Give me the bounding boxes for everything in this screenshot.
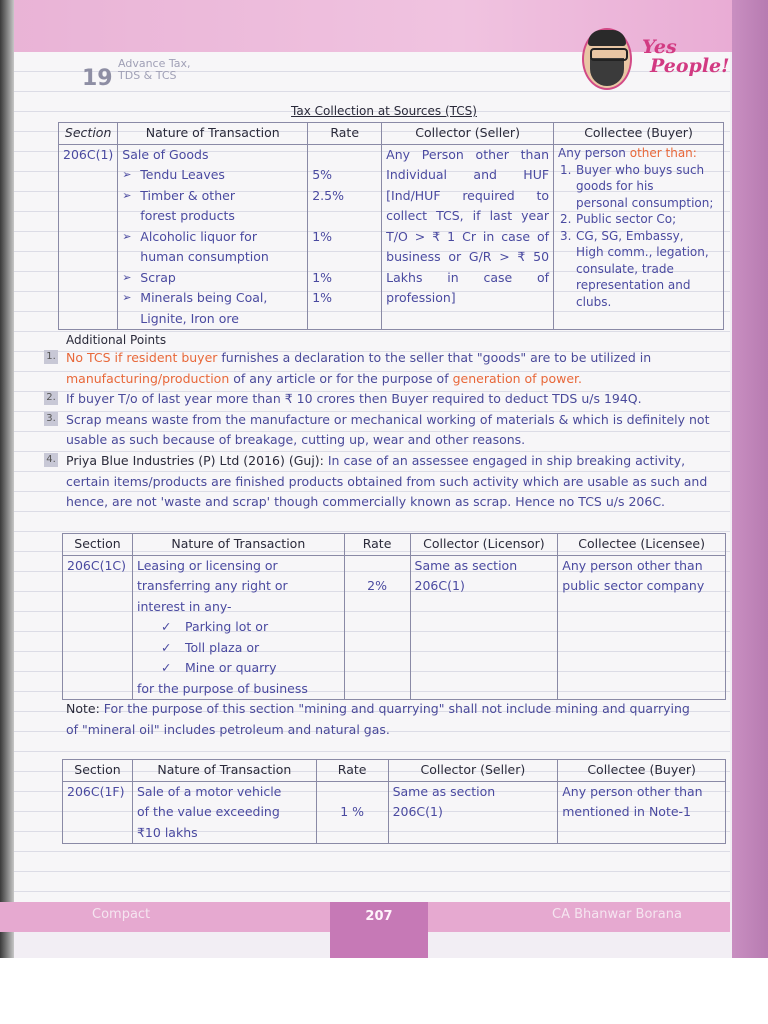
header-nature: Nature of Transaction: [132, 760, 316, 782]
rate-cell: 1 %: [316, 781, 388, 844]
header-collector: Collector (Seller): [388, 760, 558, 782]
list-item: 1. Buyer who buys such goods for his personal consumption;: [560, 162, 714, 210]
header-section: Section: [63, 534, 133, 556]
arrow-bullet-icon: ➢: [122, 168, 132, 181]
table-header-row: [59, 123, 724, 145]
list-item: ✓ Parking lot or: [137, 617, 340, 638]
list-item: 1. No TCS if resident buyer furnishes a declaration to the seller that "goods" are to be utilized in manufacturing/production of any article or for the purpose of generation of power.: [66, 348, 728, 389]
page-title: Tax Collection at Sources (TCS): [291, 104, 477, 118]
author-avatar-icon: [582, 28, 632, 90]
list-item: ➢ Minerals being Coal,: [122, 288, 303, 309]
table-row: [63, 555, 726, 700]
list-item: ➢ Timber & other: [122, 186, 303, 207]
arrow-bullet-icon: ➢: [122, 188, 132, 202]
header-section: Section: [59, 123, 118, 145]
table-row: [59, 144, 724, 330]
section-cell: 206C(1): [59, 144, 118, 330]
rate-cell: 5% 2.5% 1% 1% 1%: [308, 144, 382, 330]
list-item: 2. Public sector Co;: [560, 212, 677, 226]
list-item: ✓ Mine or quarry: [137, 658, 340, 679]
check-mark-icon: ✓: [160, 639, 172, 655]
mining-note: Note: For the purpose of this section "mining and quarrying" shall not include mining and quarrying of "mineral oil" includes petroleum and natural gas.: [66, 701, 690, 737]
tcs-table-206c1: [58, 122, 724, 330]
list-item: ➢ Scrap: [122, 268, 303, 289]
arrow-bullet-icon: ➢: [122, 291, 132, 304]
collectee-cell: Any person other than: 1. Buyer who buys such goods for his personal consumption; 2. Public sector Co; 3. CG, SG, Embassy, High comm., legation, consulate, trade representation and clubs.: [554, 144, 724, 330]
list-item: 4. Priya Blue Industries (P) Ltd (2016) (Guj): In case of an assessee engaged in ship breaking activity, certain items/products are finished products obtained from such activity which are usable as such and hence, are not 'waste and scrap' though commercially known as scrap. Hence no TCS u/s 206C.: [66, 451, 728, 513]
arrow-bullet-icon: ➢: [122, 270, 132, 284]
nature-cell: Leasing or licensing or transferring any right or interest in any- ✓ Parking lot or ✓ Toll plaza or ✓ Mine or quarry for the purpose of business: [132, 555, 344, 700]
header-collectee: Collectee (Buyer): [554, 123, 724, 145]
list-item: 3. Scrap means waste from the manufacture or mechanical working of materials & which is definitely not usable as such because of breakage, cutting up, wear and other reasons.: [66, 410, 728, 451]
book-binding: [0, 0, 14, 958]
tcs-table-206c1f: [62, 759, 726, 844]
table-header-row: [63, 760, 726, 782]
header-collectee: Collectee (Buyer): [558, 760, 726, 782]
page-number: 207: [365, 909, 393, 924]
additional-points-heading: Additional Points: [66, 333, 167, 347]
section-cell: 206C(1C): [63, 555, 133, 700]
header-rate: Rate: [316, 760, 388, 782]
list-item: 3. CG, SG, Embassy, High comm., legation, consulate, trade representation and clubs.: [560, 228, 709, 309]
collector-cell: Same as section 206C(1): [410, 555, 558, 700]
nature-cell: Sale of Goods ➢ Tendu Leaves ➢ Timber & other forest products ➢ Alcoholic liquor for human consumption ➢ Scrap ➢ Minerals being Coal, Lignite, Iron ore: [118, 144, 308, 330]
header-section: Section: [63, 760, 133, 782]
header-collectee: Collectee (Licensee): [558, 534, 726, 556]
list-item: ➢ Tendu Leaves: [122, 165, 303, 186]
tcs-table-206c1c: [62, 533, 726, 700]
footer-author: CA Bhanwar Borana: [552, 907, 682, 922]
check-mark-icon: ✓: [160, 660, 172, 675]
header-collector: Collector (Seller): [382, 123, 554, 145]
table-row: [63, 781, 726, 844]
arrow-bullet-icon: ➢: [122, 229, 132, 243]
collectee-cell: Any person other than public sector company: [558, 555, 726, 700]
header-nature: Nature of Transaction: [132, 534, 344, 556]
additional-points-list: [46, 348, 728, 513]
header-nature: Nature of Transaction: [118, 123, 308, 145]
header-rate: Rate: [308, 123, 382, 145]
header-collector: Collector (Licensor): [410, 534, 558, 556]
footer-book-name: Compact: [92, 907, 151, 922]
chapter-number: 19: [82, 66, 113, 91]
section-cell: 206C(1F): [63, 781, 133, 844]
rate-cell: 2%: [344, 555, 410, 700]
check-mark-icon: ✓: [160, 619, 172, 634]
header-rate: Rate: [344, 534, 410, 556]
collector-cell: Same as section 206C(1): [388, 781, 558, 844]
collector-cell: Any Person other than Individual and HUF [Ind/HUF required to collect TCS, if last year T/O > ₹ 1 Cr in case of business or G/R > ₹ 50 Lakhs in case of profession]: [382, 144, 554, 330]
table-header-row: [63, 534, 726, 556]
nature-cell: Sale of a motor vehicle of the value exceeding ₹10 lakhs: [132, 781, 316, 844]
list-item: 2. If buyer T/o of last year more than ₹ 10 crores then Buyer required to deduct TDS u/s 194Q.: [66, 389, 728, 410]
yes-people-logo: [582, 26, 730, 96]
collectee-cell: Any person other than mentioned in Note-1: [558, 781, 726, 844]
right-edge-strip: [732, 0, 768, 958]
list-item: ✓ Toll plaza or: [137, 638, 340, 659]
chapter-title: Advance Tax, TDS & TCS: [118, 57, 191, 82]
list-item: ➢ Alcoholic liquor for: [122, 227, 303, 248]
logo-text: Yes People!: [642, 36, 730, 77]
